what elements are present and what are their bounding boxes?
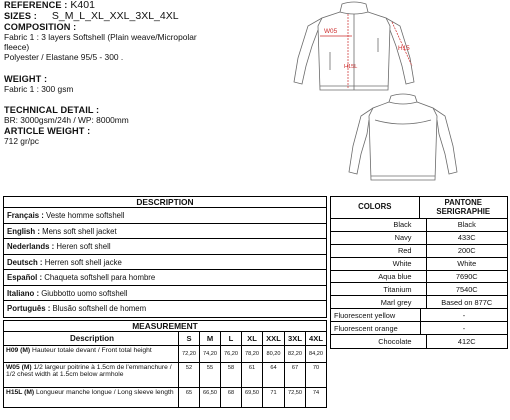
measurement-value: 52 — [178, 363, 199, 387]
measurement-code: H09 (M) — [6, 347, 31, 354]
color-row — [331, 232, 507, 245]
reference-row — [4, 0, 204, 10]
measurement-value: 58 — [220, 363, 241, 387]
w05-label: W05 — [324, 28, 338, 35]
measurement-table — [3, 320, 327, 408]
measurement-value: 65 — [178, 388, 199, 407]
description-language: Français : — [7, 211, 44, 220]
technical-value: BR: 3000gsm/24h / WP: 8000mm — [4, 115, 129, 125]
color-row — [331, 271, 507, 284]
measurement-label — [4, 346, 178, 362]
composition-line-2: Polyester / Elastane 95/5 - 300 . — [4, 52, 124, 62]
h15l-label: H15L — [344, 64, 358, 70]
technical-label: TECHNICAL DETAIL : — [4, 105, 100, 115]
description-language: Italiano : — [7, 288, 40, 298]
pantone-value: 433C — [426, 232, 508, 244]
measurement-value: 72,50 — [284, 388, 305, 407]
measurement-value: 74,20 — [199, 346, 220, 362]
description-row — [4, 239, 326, 255]
measurement-value: 74 — [305, 388, 326, 407]
composition-line-1: Fabric 1 : 3 layers Softshell (Plain weave/Micropolar fleece) — [4, 32, 197, 52]
description-table — [3, 196, 327, 318]
color-name: Navy — [394, 233, 412, 243]
pantone-value: 7540C — [426, 283, 508, 295]
description-title: DESCRIPTION — [4, 197, 326, 208]
color-name: Aqua blue — [378, 272, 412, 281]
jacket-front-svg — [288, 0, 420, 96]
description-language: Português : — [7, 304, 51, 313]
description-row — [4, 208, 326, 224]
back-yoke — [375, 120, 431, 124]
sizes-row — [4, 11, 204, 21]
color-row — [331, 283, 507, 296]
color-name: White — [392, 259, 412, 269]
color-name: Titanium — [383, 284, 412, 294]
color-row — [331, 335, 507, 348]
colors-header-row — [331, 197, 507, 219]
product-info — [4, 0, 204, 146]
pantone-value: Based on 877C — [426, 296, 508, 308]
measurement-value: 55 — [199, 363, 220, 387]
reference-value: K401 — [70, 0, 95, 11]
size-header: 3XL — [284, 332, 305, 345]
color-name: Chocolate — [378, 336, 412, 346]
colors-table — [330, 196, 508, 349]
measurement-value: 76,20 — [220, 346, 241, 362]
pantone-value: - — [420, 309, 507, 321]
reference-label: REFERENCE : — [4, 0, 68, 10]
description-text: Giubbotto uomo softshell — [39, 288, 128, 298]
color-row — [331, 219, 507, 232]
article-weight-value: 712 gr/pc — [4, 136, 39, 146]
color-name: Marl grey — [380, 297, 412, 307]
pantone-value: White — [426, 258, 508, 270]
size-header: M — [199, 332, 220, 345]
color-name: Red — [397, 246, 412, 256]
pantone-value: 200C — [426, 245, 508, 257]
color-row — [331, 296, 507, 309]
color-name: Black — [393, 220, 412, 230]
measurement-value: 84,20 — [305, 346, 326, 362]
description-row — [4, 255, 326, 271]
measurement-value: 61 — [241, 363, 262, 387]
h15-label: H15 — [398, 45, 410, 52]
front-collar — [340, 2, 368, 14]
jacket-front-drawing — [288, 0, 420, 96]
measurement-value: 64 — [262, 363, 284, 387]
measurement-label — [4, 363, 178, 387]
description-text: Blusão softshell de homem — [50, 304, 147, 313]
sizes-value: S_M_L_XL_XXL_3XL_4XL — [51, 10, 179, 22]
description-text: Heren soft shell — [54, 242, 111, 251]
measurement-header-row — [4, 332, 326, 346]
measurement-label — [4, 388, 178, 407]
measurement-text: Hauteur totale devant / Front total height — [30, 347, 152, 354]
description-row — [4, 224, 326, 240]
pantone-value: 412C — [426, 335, 508, 348]
measurement-value: 80,20 — [262, 346, 284, 362]
color-name: Fluorescent orange — [334, 323, 398, 333]
back-collar — [389, 94, 417, 104]
measurement-row — [4, 388, 326, 407]
description-text: Mens soft shell jacket — [39, 226, 117, 236]
description-row — [4, 286, 326, 302]
measurement-code: H15L (M) — [6, 389, 35, 396]
color-name: Fluorescent yellow — [334, 310, 396, 320]
measurement-value: 68 — [220, 388, 241, 407]
measurement-text: Longueur manche longue / Long sleeve length — [34, 389, 174, 396]
measurement-text: 1/2 largeur poitrine à 1.5cm de l'emmanchure / 1/2 chest width at 1.5cm below armhole — [6, 364, 172, 379]
measurement-value: 69,50 — [241, 388, 262, 407]
measurement-code: W05 (M) — [6, 364, 32, 371]
size-header: L — [220, 332, 241, 345]
color-row — [331, 258, 507, 271]
weight-label: WEIGHT : — [4, 74, 48, 84]
size-header: 4XL — [305, 332, 326, 345]
measurement-description-header: Description — [69, 333, 114, 343]
description-text: Herren soft shell jacke — [42, 257, 122, 267]
description-text: Chaqueta softshell para hombre — [42, 273, 156, 282]
jacket-back-drawing — [345, 92, 461, 186]
measurement-value: 70 — [305, 363, 326, 387]
pantone-value: 7690C — [426, 271, 508, 283]
measurement-title: MEASUREMENT — [4, 321, 326, 332]
description-row — [4, 270, 326, 286]
color-row — [331, 245, 507, 258]
pantone-value: Black — [426, 219, 508, 231]
size-header: XXL — [262, 332, 284, 345]
composition-label: COMPOSITION : — [4, 22, 77, 32]
description-language: Español : — [7, 273, 43, 282]
measurement-value: 78,20 — [241, 346, 262, 362]
measurement-value: 82,20 — [284, 346, 305, 362]
colors-header: COLORS — [358, 202, 392, 212]
color-row — [331, 322, 507, 335]
description-row — [4, 301, 326, 317]
pantone-value: - — [420, 322, 507, 334]
measurement-value: 67 — [284, 363, 305, 387]
sizes-label: SIZES : — [4, 11, 37, 21]
measurement-value: 71 — [262, 388, 284, 407]
back-body — [369, 102, 437, 180]
measurement-row — [4, 346, 326, 363]
measurement-row — [4, 363, 326, 388]
measurement-value: 66,50 — [199, 388, 220, 407]
description-text: Veste homme softshell — [43, 211, 125, 220]
size-header: XL — [241, 332, 262, 345]
description-language: Deutsch : — [7, 257, 43, 267]
size-header: S — [178, 332, 199, 345]
color-row — [331, 309, 507, 322]
pantone-header: PANTONE SERIGRAPHIE — [419, 197, 508, 218]
weight-value: Fabric 1 : 300 gsm — [4, 84, 74, 94]
measurement-value: 72,20 — [178, 346, 199, 362]
description-language: Nederlands : — [7, 242, 55, 251]
article-weight-label: ARTICLE WEIGHT : — [4, 126, 91, 136]
description-language: English : — [7, 226, 40, 236]
jacket-back-svg — [345, 92, 461, 186]
